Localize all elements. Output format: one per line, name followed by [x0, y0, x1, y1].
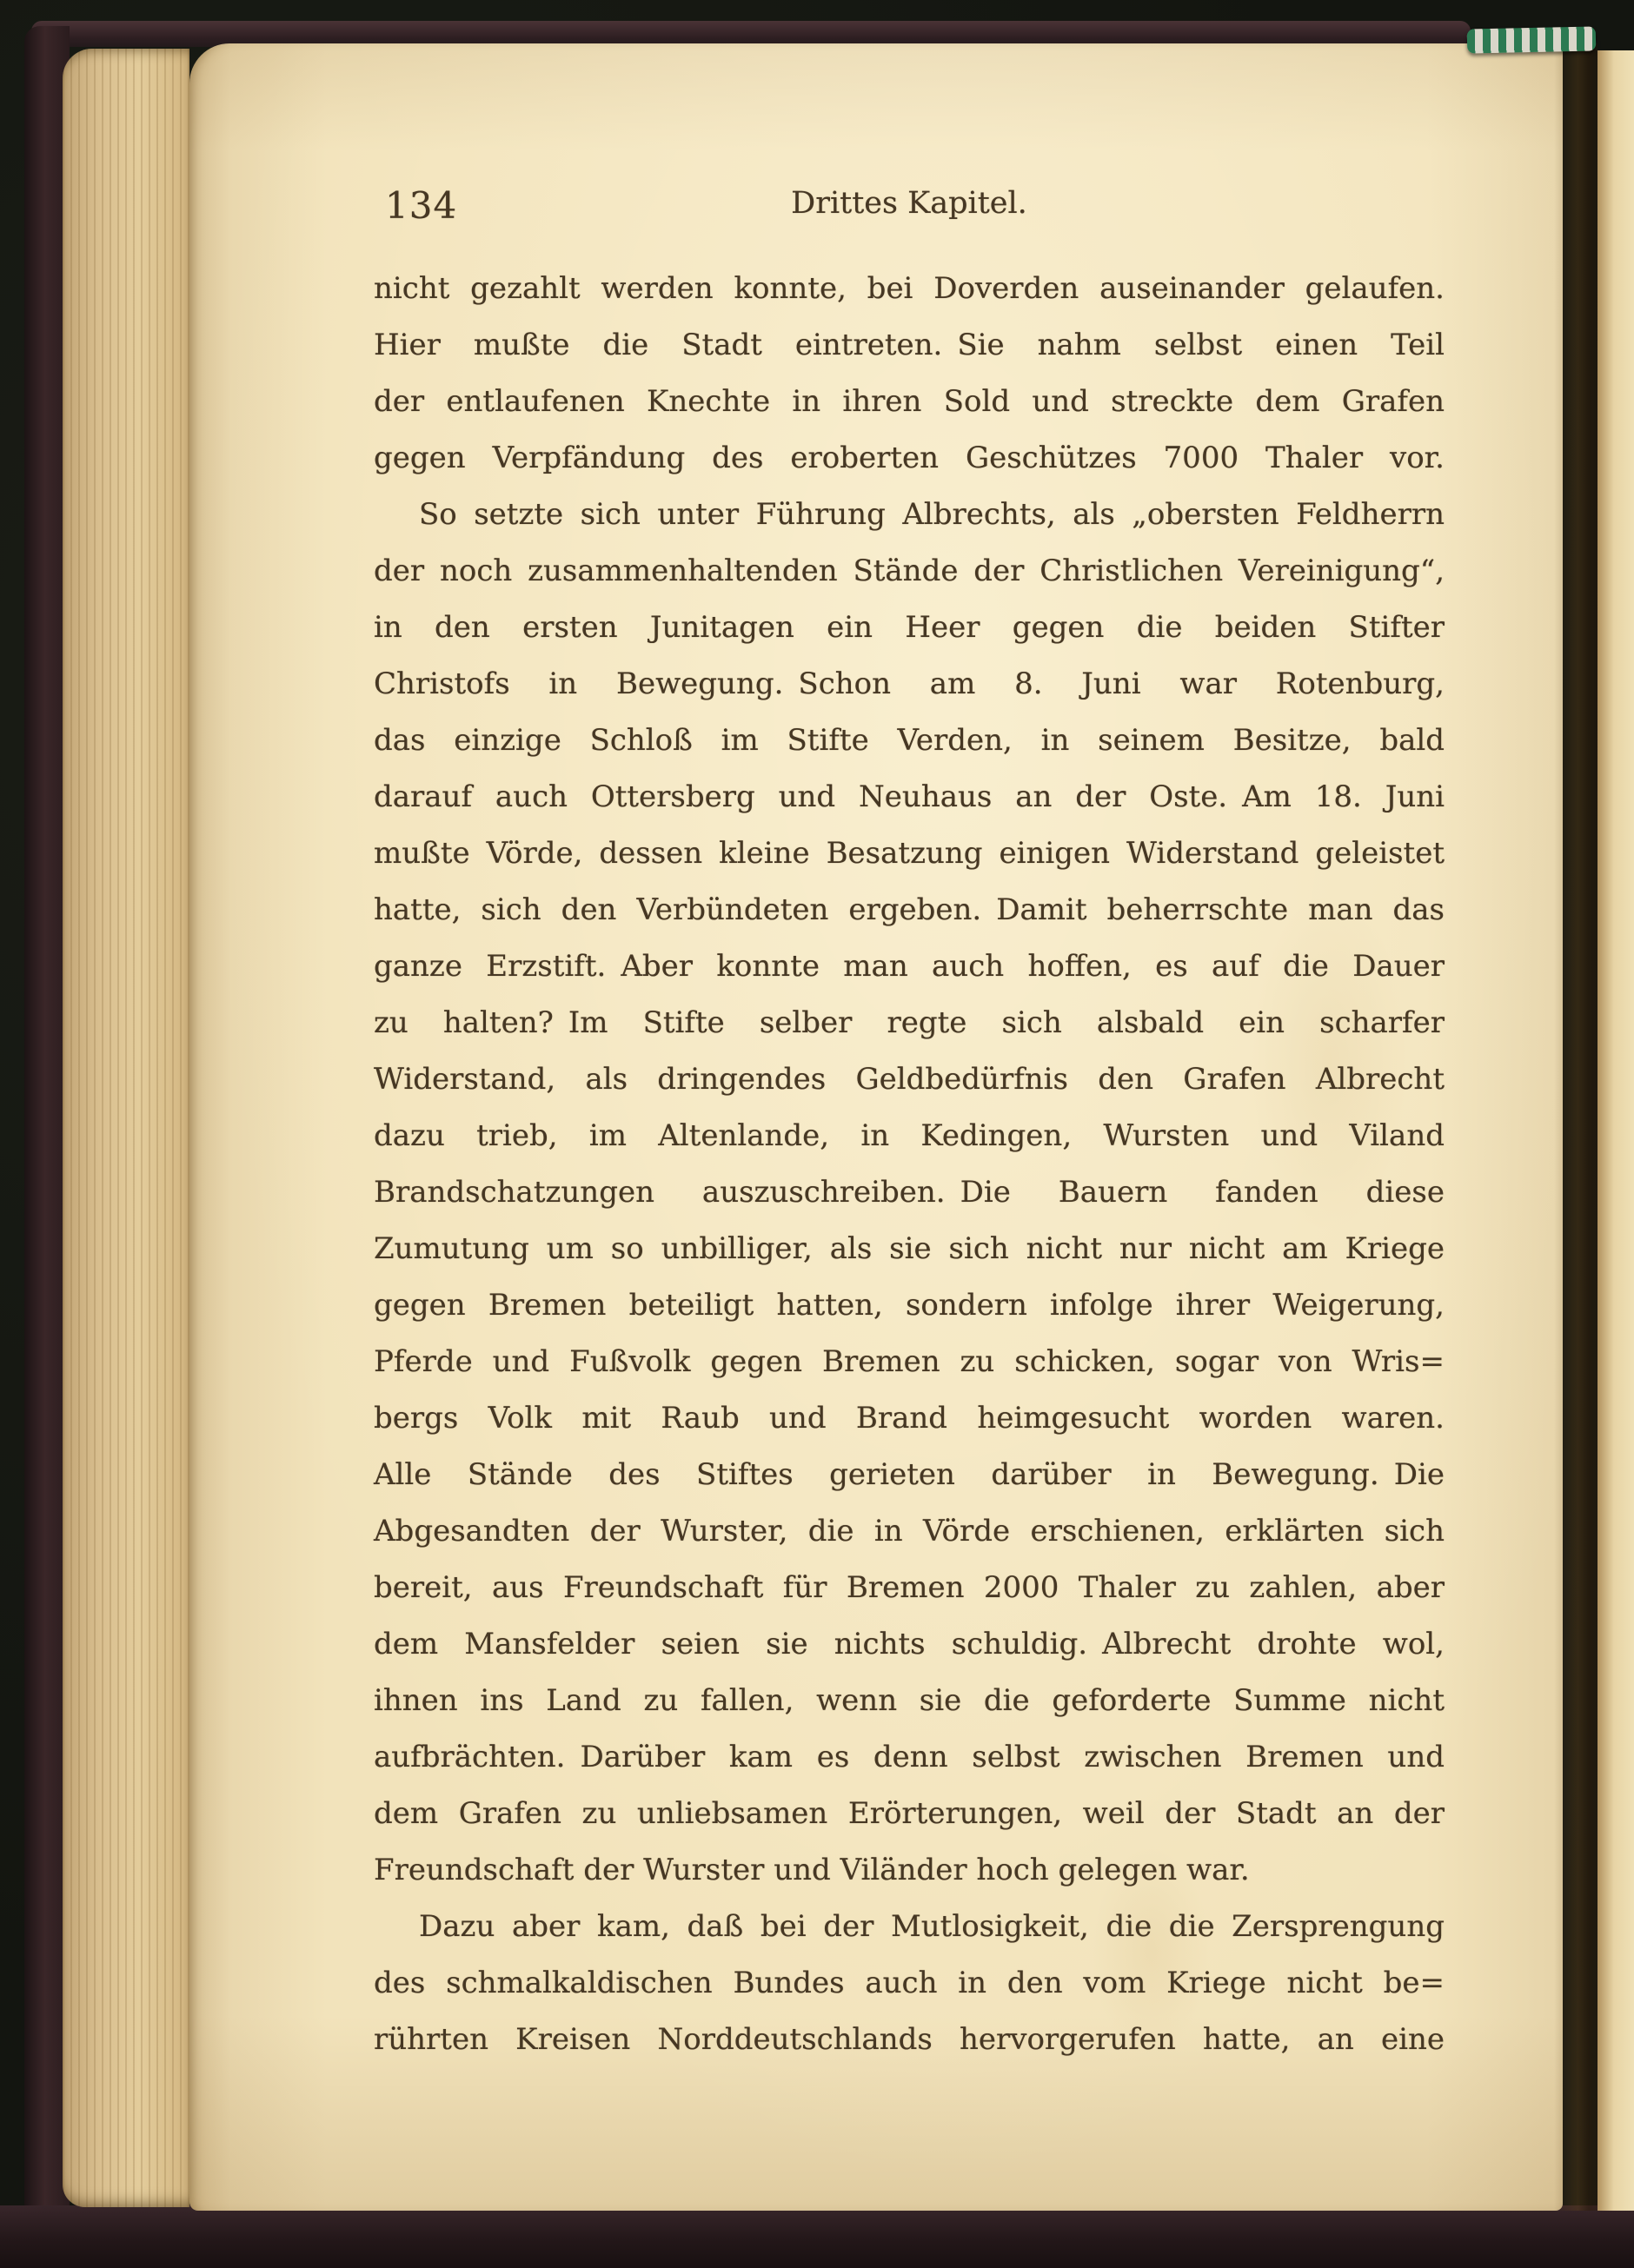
text-line-paragraph-start: So setzte sich unter Führung Albrechts, als „obersten Feldherrn: [419, 497, 1445, 532]
text-line: ihnen ins Land zu fallen, wenn sie die geforderte Summe nicht: [374, 1683, 1445, 1718]
text-line: Hier mußte die Stadt eintreten. Sie nahm selbst einen Teil: [374, 328, 1445, 362]
gutter-shadow: [1554, 43, 1597, 2211]
text-line: aufbrächten. Darüber kam es denn selbst zwischen Bremen und: [374, 1740, 1445, 1774]
text-line: Zumutung um so unbilliger, als sie sich nicht nur nicht am Kriege: [374, 1231, 1445, 1266]
text-line: in den ersten Junitagen ein Heer gegen die beiden Stifter: [374, 610, 1445, 645]
text-line: der noch zusammenhaltenden Stände der Christlichen Vereinigung“,: [374, 554, 1445, 588]
text-line: nicht gezahlt werden konnte, bei Doverden auseinander gelaufen.: [374, 271, 1445, 306]
text-line: ganze Erzstift. Aber konnte man auch hoffen, es auf die Dauer: [374, 949, 1445, 984]
text-line: gegen Bremen beteiligt hatten, sondern infolge ihrer Weigerung,: [374, 1288, 1445, 1323]
book-cover-bottom-edge: [0, 2205, 1634, 2268]
text-line: rührten Kreisen Norddeutschlands hervorgerufen hatte, an eine: [374, 2022, 1445, 2057]
text-line: gegen Verpfändung des eroberten Geschützes 7000 Thaler vor.: [374, 441, 1445, 475]
text-line: Brandschatzungen auszuschreiben. Die Bauern fanden diese: [374, 1175, 1445, 1210]
text-line: des schmalkaldischen Bundes auch in den vom Kriege nicht be=: [374, 1966, 1445, 2000]
text-line: dem Grafen zu unliebsamen Erörterungen, weil der Stadt an der: [374, 1796, 1445, 1831]
text-line: das einzige Schloß im Stifte Verden, in seinem Besitze, bald: [374, 723, 1445, 758]
text-line: Abgesandten der Wurster, die in Vörde erschienen, erklärten sich: [374, 1514, 1445, 1548]
text-line-paragraph-start: Dazu aber kam, daß bei der Mutlosigkeit, die die Zersprengung: [419, 1909, 1445, 1944]
page-stack-fore-edge: [63, 49, 189, 2207]
text-line: der entlaufenen Knechte in ihren Sold und streckte dem Grafen: [374, 384, 1445, 419]
text-line: hatte, sich den Verbündeten ergeben. Damit beherrschte man das: [374, 892, 1445, 927]
text-line: Christofs in Bewegung. Schon am 8. Juni war Rotenburg,: [374, 666, 1445, 701]
text-line-paragraph-end: Freundschaft der Wurster und Viländer hoch gelegen war.: [374, 1853, 1250, 1887]
text-line: dazu trieb, im Altenlande, in Kedingen, Wursten und Viland: [374, 1118, 1445, 1153]
text-line: Alle Stände des Stiftes gerieten darüber in Bewegung. Die: [374, 1457, 1445, 1492]
text-line: dem Mansfelder seien sie nichts schuldig. Albrecht drohte wol,: [374, 1627, 1445, 1661]
text-line: bergs Volk mit Raub und Brand heimgesucht worden waren.: [374, 1401, 1445, 1436]
page-number: 134: [385, 184, 458, 227]
body-text: [374, 261, 1445, 2068]
chapter-header: Drittes Kapitel.: [791, 186, 1027, 221]
facing-page-edge: [1597, 50, 1634, 2211]
text-line: Widerstand, als dringendes Geldbedürfnis den Grafen Albrecht: [374, 1062, 1445, 1097]
text-line: darauf auch Ottersberg und Neuhaus an der Oste. Am 18. Juni: [374, 779, 1445, 814]
text-line: mußte Vörde, dessen kleine Besatzung einigen Widerstand geleistet: [374, 836, 1445, 871]
headband: [1467, 26, 1597, 53]
text-line: Pferde und Fußvolk gegen Bremen zu schicken, sogar von Wris=: [374, 1344, 1445, 1379]
text-line: bereit, aus Freundschaft für Bremen 2000 Thaler zu zahlen, aber: [374, 1570, 1445, 1605]
text-line: zu halten? Im Stifte selber regte sich alsbald ein scharfer: [374, 1005, 1445, 1040]
